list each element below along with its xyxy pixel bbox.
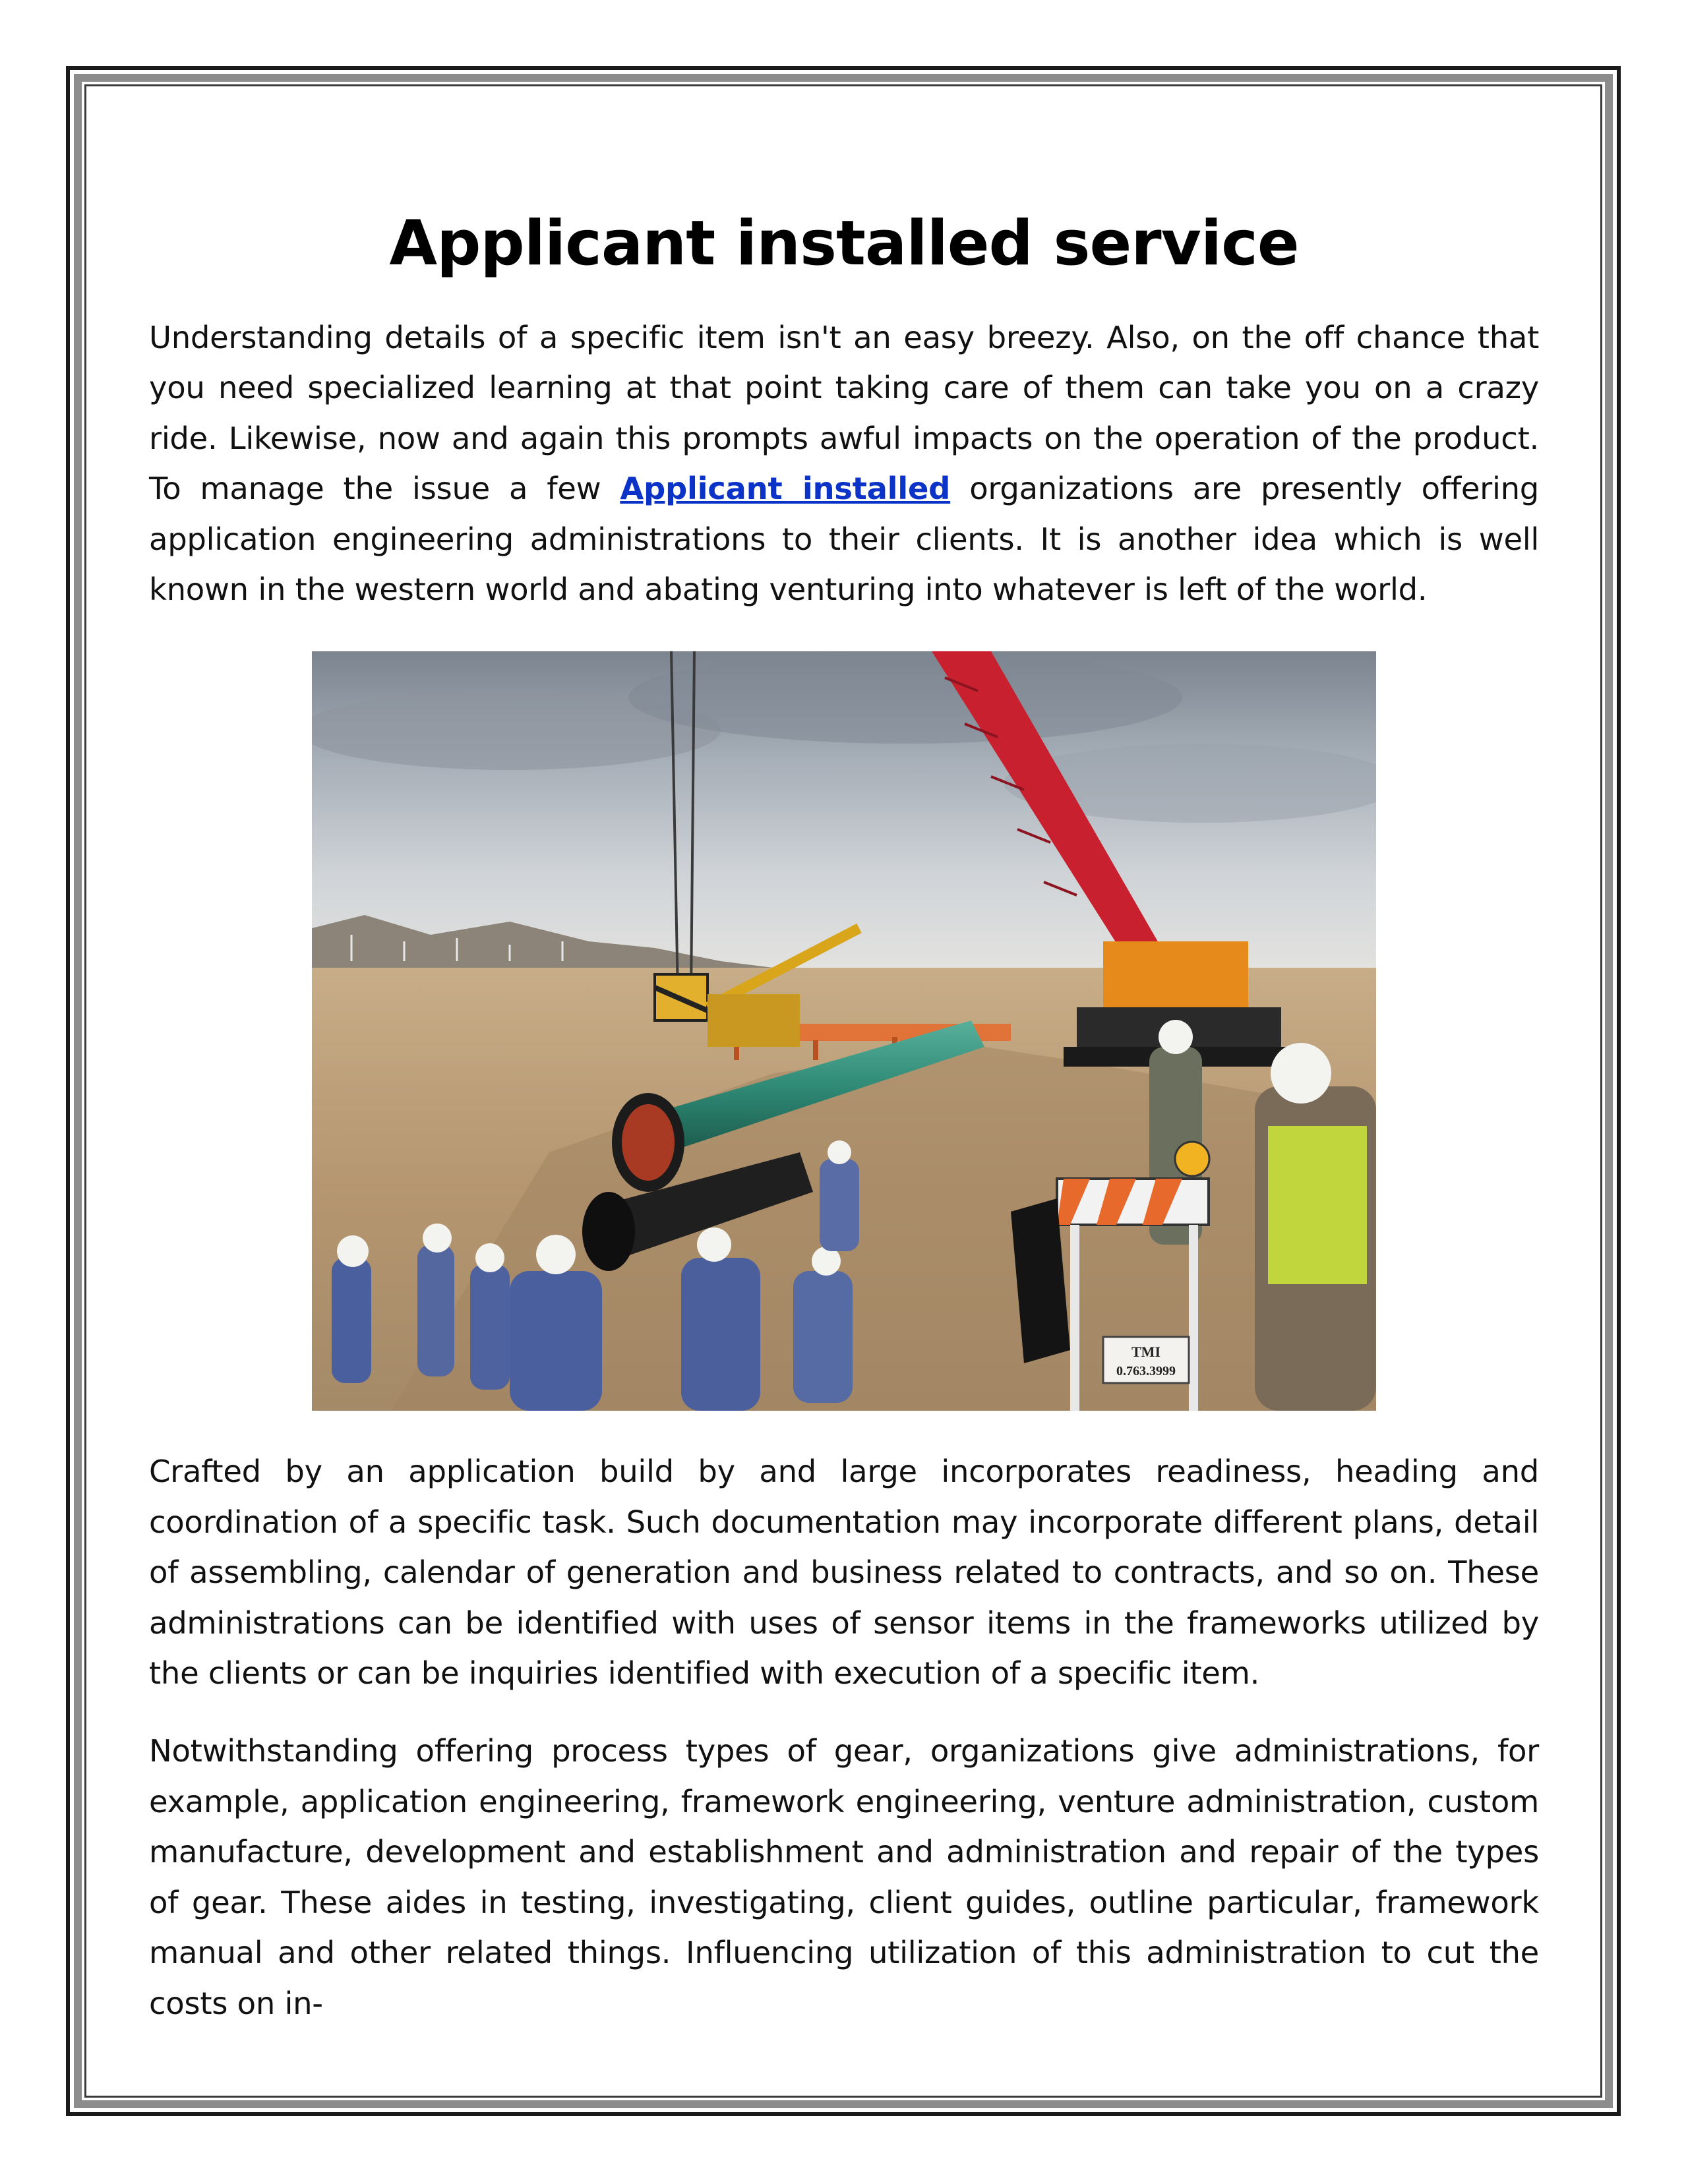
barricade-sign-line1: TMI — [1131, 1343, 1160, 1361]
paragraph-second: Crafted by an application build by and large incorporates readiness, heading and coordination of a specific task. Such documentation may incorporate different plans, detail of assembling, calendar of generation and business related to contracts, and so on. These administrations can be identified with uses of sensor items in the frameworks utilized by the clients or can be inquiries identified with execution of a specific item. — [149, 1454, 1539, 1692]
paragraph-intro-text-b: organizations are presently offering application engineering administrations to their clients. It is another idea which is well known in the western world and abating venturing into whatever is left of the world. — [149, 471, 1539, 608]
barricade-sign-line2: 0.763.3999 — [1116, 1364, 1176, 1379]
page-title: Applicant installed service — [389, 208, 1299, 280]
paragraph-intro-text-a: Understanding details of a specific item isn't an easy breezy. Also, on the off chance that you need specialized learning at that point taking care of them can take you on a crazy ride. Likewise, now and again this prompts awful impacts on the operation of the product. To manage the issue a few — [149, 320, 1539, 507]
document-content — [149, 191, 1539, 2028]
paragraph-intro — [149, 312, 1539, 614]
paragraph-third: Notwithstanding offering process types of gear, organizations give administrations, for example, application engineering, framework engineering, venture administration, custom manufacture, development and establishment and administration and repair of the types of gear. These aides in testing, investigating, client guides, outline particular, framework manual and other related things. Influencing utilization of this administration to cut the costs on in- — [149, 1733, 1539, 2021]
applicant-installed-link[interactable]: Applicant installed — [620, 471, 951, 507]
pipeline-construction-photo — [312, 651, 1376, 1411]
